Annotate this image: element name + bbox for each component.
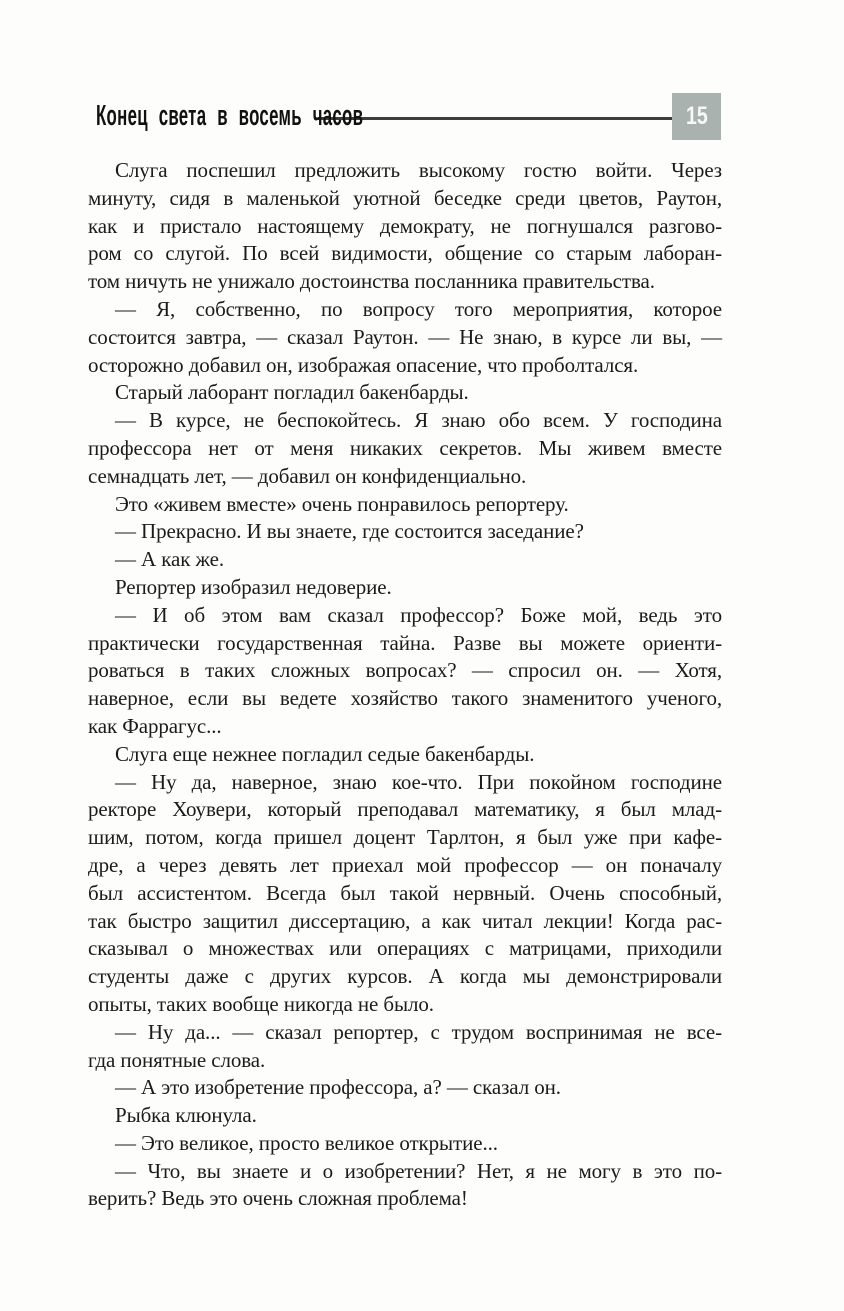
running-title-wrap — [96, 93, 364, 140]
paragraph — [88, 1019, 722, 1075]
text-line: — Что, вы знаете и о изобретении? Нет, я не могу в это по- — [115, 1158, 722, 1183]
paragraph — [88, 157, 722, 296]
paragraph — [88, 574, 722, 602]
text-line: — Ну да, наверное, знаю кое-что. При покойном господине — [115, 769, 722, 794]
paragraph — [88, 741, 722, 769]
paragraph — [88, 491, 722, 519]
paragraph — [88, 769, 722, 1019]
text-line: минуту, сидя в маленькой уютной беседке среди цветов, Раутон, — [88, 185, 722, 210]
text-line: дре, а через девять лет приехал мой профессор — он поначалу — [88, 852, 722, 877]
text-line: профессора нет от меня никаких секретов. Мы живем вместе — [88, 435, 722, 460]
text-line: верить? Ведь это очень сложная проблема! — [88, 1186, 468, 1211]
text-line: был ассистентом. Всегда был такой нервный. Очень способный, — [88, 880, 722, 905]
text-line: Это «живем вместе» очень понравилось репортеру. — [115, 491, 569, 516]
paragraph — [88, 1074, 722, 1102]
text-line: опыты, таких вообще никогда не было. — [88, 991, 434, 1016]
paragraph — [88, 407, 722, 490]
text-line: осторожно добавил он, изображая опасение, что проболтался. — [88, 352, 639, 377]
paragraph — [88, 1102, 722, 1130]
text-line: Старый лаборант погладил бакенбарды. — [115, 380, 469, 405]
page-number: 15 — [685, 102, 708, 130]
text-line: как и пристало настоящему демократу, не погнушался разгово- — [88, 213, 722, 238]
text-line: практически государственная тайна. Разве вы можете ориенти- — [88, 630, 722, 655]
text-line: сказывал о множествах или операциях с матрицами, приходили — [88, 936, 722, 961]
page-body — [88, 157, 722, 1213]
paragraph — [88, 546, 722, 574]
text-line: Слуга поспешил предложить высокому гостю войти. Через — [115, 158, 722, 182]
text-line: — Прекрасно. И вы знаете, где состоится заседание? — [115, 519, 584, 544]
text-line: гда понятные слова. — [88, 1047, 266, 1072]
text-line: семнадцать лет, — добавил он конфиденциально. — [88, 463, 527, 488]
text-line: — А как же. — [115, 547, 225, 572]
running-title: Конец света в восемь часов — [96, 100, 364, 132]
text-line: как Фаррагус... — [88, 713, 222, 738]
paragraph — [88, 518, 722, 546]
text-line: так быстро защитил диссертацию, а как читал лекции! Когда рас- — [88, 908, 722, 933]
paragraph — [88, 1130, 722, 1158]
text-line: — Ну да... — сказал репортер, с трудом воспринимая не все- — [115, 1019, 722, 1044]
text-line: ром со слугой. По всей видимости, общение со старым лаборан- — [88, 241, 722, 266]
text-line: — В курсе, не беспокойтесь. Я знаю обо всем. У господина — [115, 408, 722, 433]
text-line: роваться в таких сложных вопросах? — спросил он. — Хотя, — [88, 658, 722, 683]
paragraph — [88, 379, 722, 407]
header-rule — [318, 117, 672, 120]
text-line: — И об этом вам сказал профессор? Боже мой, ведь это — [115, 602, 722, 627]
text-line: состоится завтра, — сказал Раутон. — Не знаю, в курсе ли вы, — — [88, 324, 722, 349]
page-number-badge — [672, 93, 721, 140]
paragraph — [88, 1158, 722, 1214]
page-header — [96, 93, 721, 140]
text-line: студенты даже с других курсов. А когда мы демонстрировали — [88, 964, 722, 989]
text-line: шим, потом, когда пришел доцент Тарлтон, я был уже при кафе- — [88, 825, 722, 850]
paragraph — [88, 602, 722, 741]
text-line: ректоре Хоувери, который преподавал математику, я был млад- — [88, 797, 722, 822]
text-line: том ничуть не унижало достоинства посланника правительства. — [88, 269, 655, 294]
text-line: — Я, собственно, по вопросу того мероприятия, которое — [115, 296, 722, 321]
text-line: Слуга еще нежнее погладил седые бакенбарды. — [115, 741, 535, 766]
text-line: — А это изобретение профессора, а? — сказал он. — [115, 1075, 561, 1100]
text-line: — Это великое, просто великое открытие... — [115, 1130, 498, 1155]
paragraph — [88, 296, 722, 379]
text-line: наверное, если вы ведете хозяйство такого знаменитого ученого, — [88, 686, 722, 711]
text-line: Рыбка клюнула. — [115, 1103, 257, 1128]
text-line: Репортер изобразил недоверие. — [115, 574, 392, 599]
